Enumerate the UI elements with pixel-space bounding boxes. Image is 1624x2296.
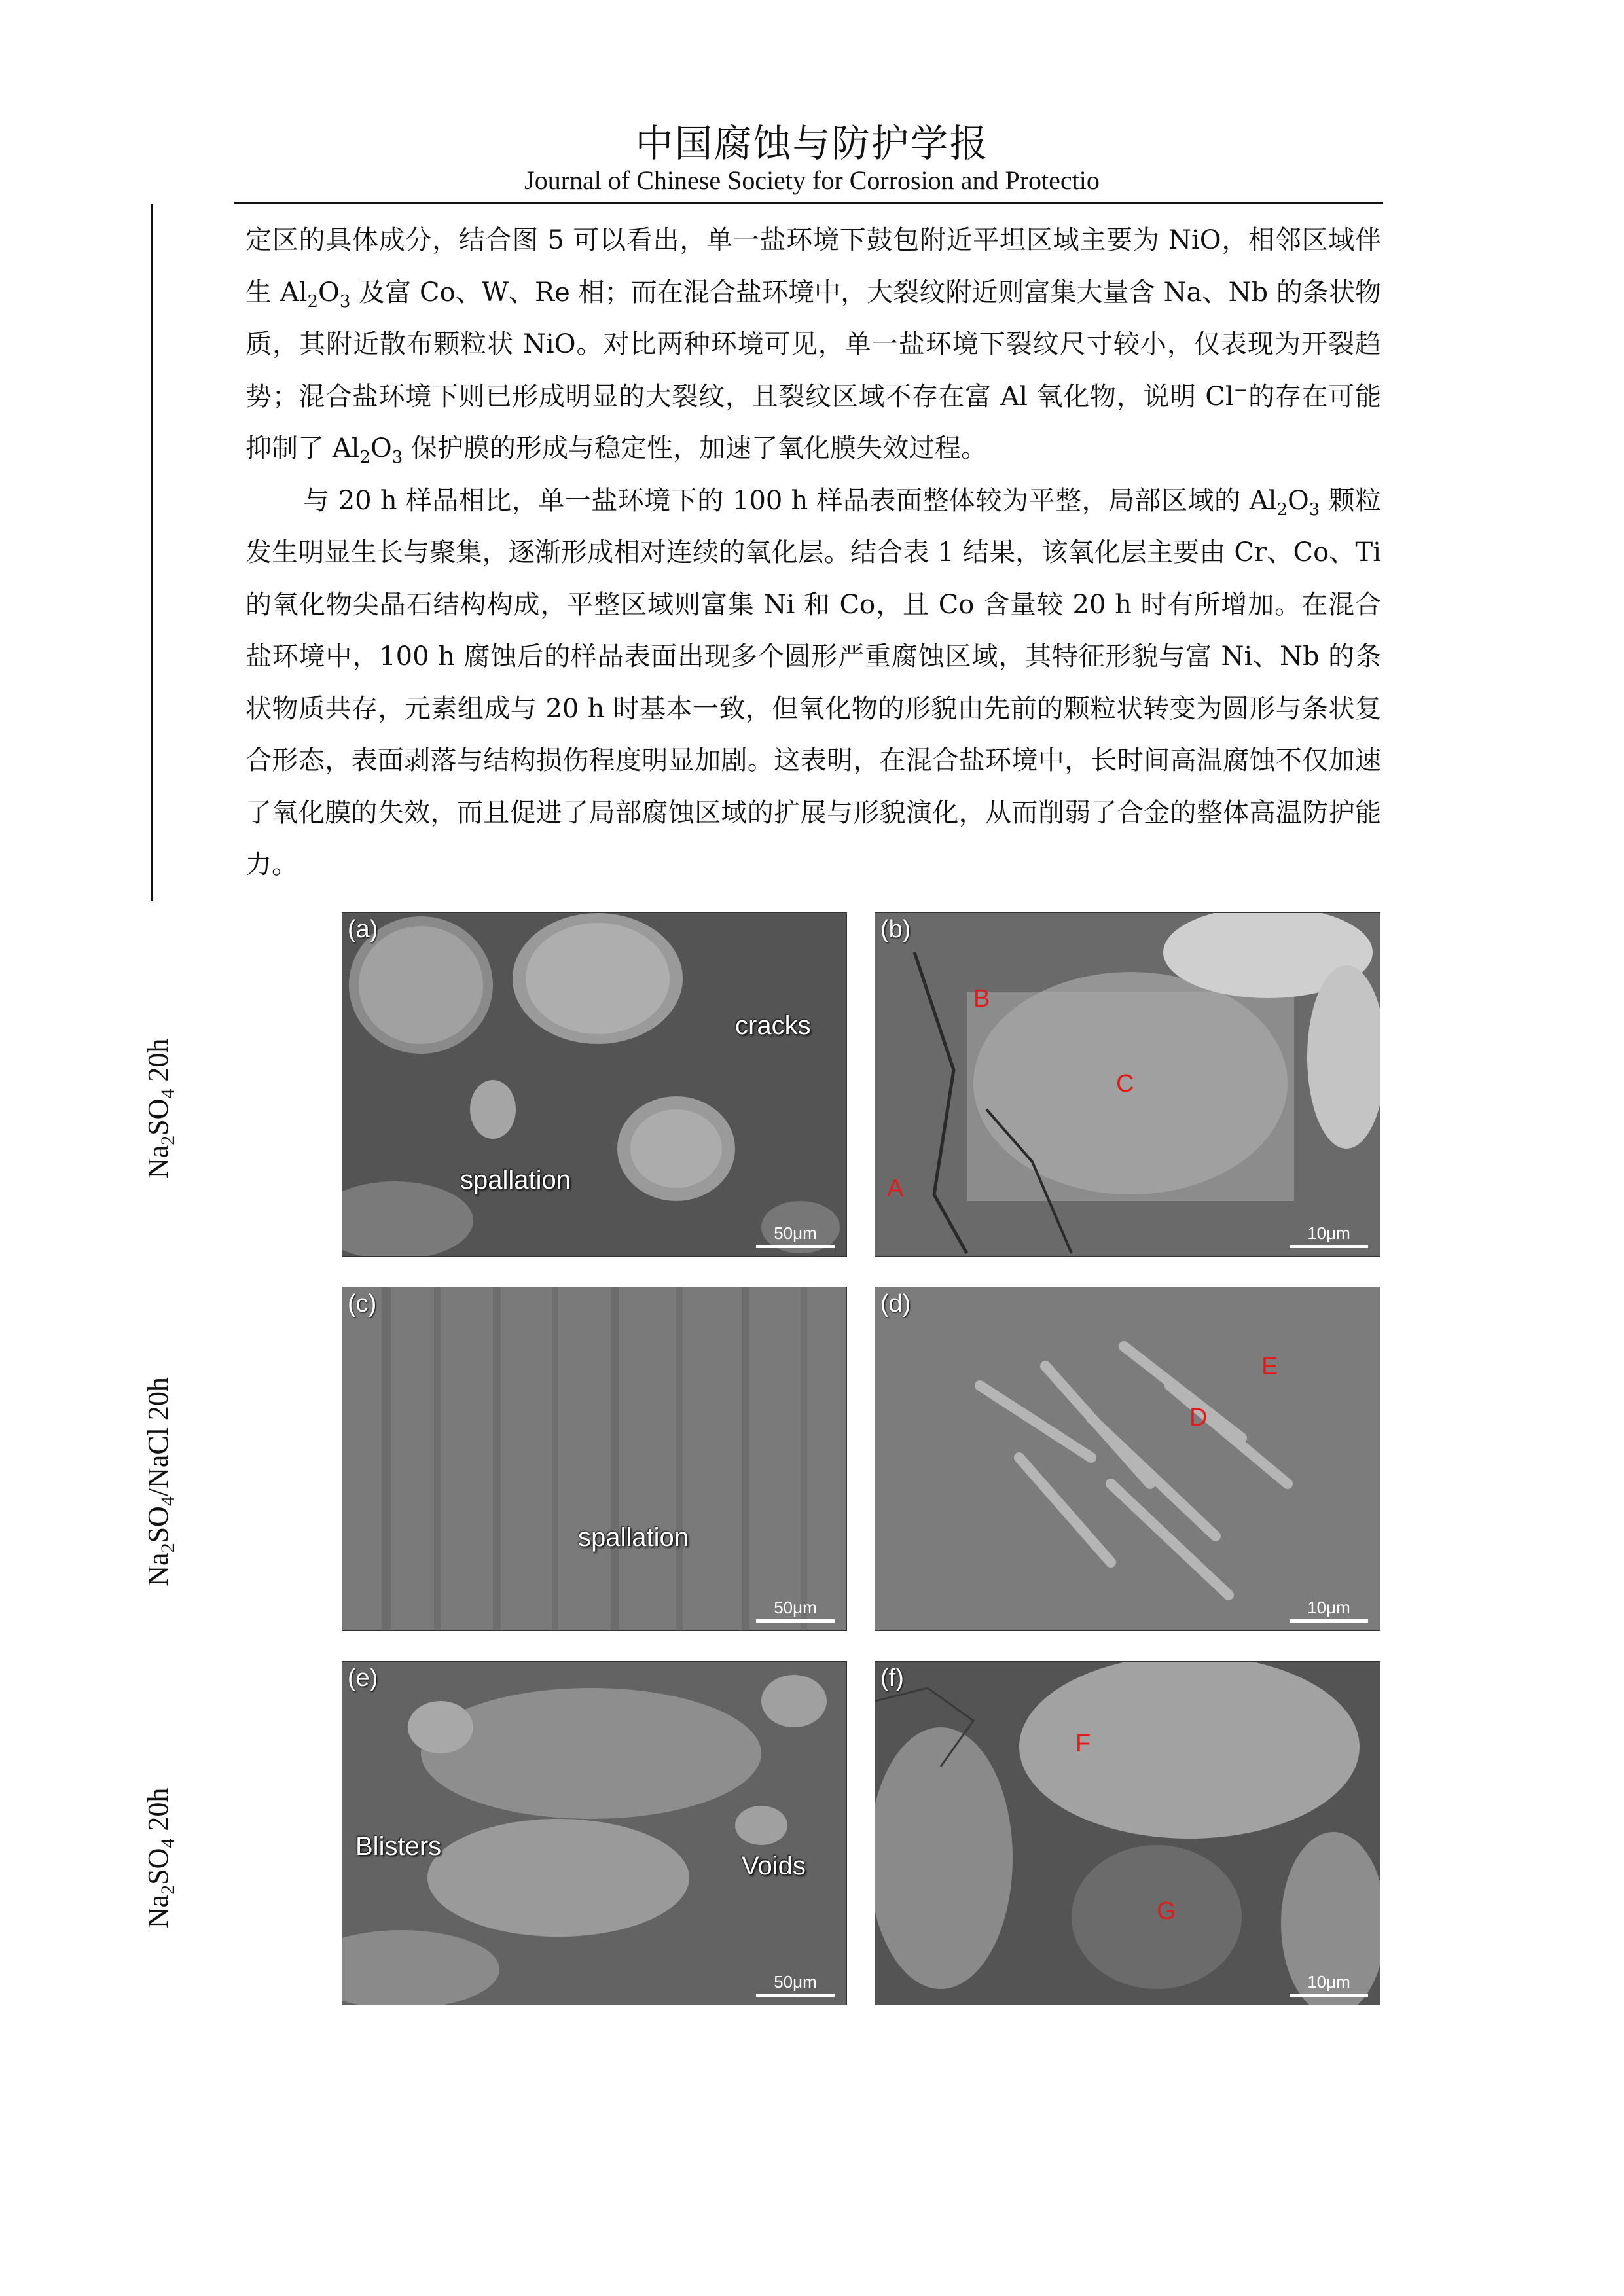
- row-label-3: $Na_2SO_4$ 20h: [142, 1787, 179, 1929]
- panel-d-tag: (d): [880, 1290, 911, 1318]
- marker-a: A: [887, 1175, 904, 1202]
- journal-title-en: Journal of Chinese Society for Corrosion and Protectio: [524, 166, 1100, 195]
- panel-c-scalebar: 50μm: [756, 1598, 835, 1623]
- panel-a-scalebar: 50μm: [756, 1223, 835, 1248]
- row-label-2: $Na_2SO_4$/NaCl 20h: [142, 1377, 179, 1587]
- body-text: [245, 215, 1381, 891]
- annotation-spallation-a: spallation: [460, 1166, 571, 1194]
- panel-b-tag: (b): [880, 916, 911, 943]
- panel-e: [342, 1661, 847, 2005]
- marker-c: C: [1116, 1070, 1134, 1098]
- paragraph-2: 与 20 h 样品相比，单一盐环境下的 100 h 样品表面整体较为平整，局部区域的 $Al_2O_3$ 颗粒发生明显生长与聚集，逐渐形成相对连续的氧化层。结合表 1 结果，该氧化层主要由 Cr、Co、Ti 的氧化物尖晶石结构构成，平整区域则富集 Ni 和 Co，且 Co 含量较 20 h 时有所增加。在混合盐环境中，100 h 腐蚀后的样品表面出现多个圆形严重腐蚀区域，其特征形貌与富 Ni、Nb 的条状物质共存，元素组成与 20 h 时基本一致，但氧化物的形貌由先前的颗粒状转变为圆形与条状复合形态，表面剥落与结构损伤程度明显加剧。这表明，在混合盐环境中，长时间高温腐蚀不仅加速了氧化膜的失效，而且促进了局部腐蚀区域的扩展与形貌演化，从而削弱了合金的整体高温防护能力。: [245, 485, 1382, 880]
- panel-e-scalebar: 50μm: [756, 1972, 835, 1997]
- panel-a: [342, 912, 847, 1257]
- panel-d-scalebar: 10μm: [1290, 1598, 1368, 1623]
- panel-a-texture: [342, 913, 846, 1256]
- paragraph-1: 定区的具体成分，结合图 5 可以看出，单一盐环境下鼓包附近平坦区域主要为 NiO，相邻区域伴生 $Al_2O_3$ 及富 Co、W、Re 相；而在混合盐环境中，大裂纹附近则富集大量含 Na、Nb 的条状物质，其附近散布颗粒状 NiO。对比两种环境可见，单一盐环境下裂纹尺寸较小，仅表现为开裂趋势；混合盐环境下则已形成明显的大裂纹，且裂纹区域不存在富 Al 氧化物，说明 Cl−的存在可能抑制了 $Al_2O_3$ 保护膜的形成与稳定性，加速了氧化膜失效过程。: [245, 225, 1381, 467]
- journal-title-cn: 中国腐蚀与防护学报: [635, 121, 989, 166]
- header-rule: [234, 202, 1383, 204]
- margin-rule: [151, 204, 153, 901]
- marker-b: B: [973, 985, 990, 1013]
- panel-c-tag: (c): [348, 1290, 377, 1318]
- panel-b-scalebar: 10μm: [1290, 1223, 1368, 1248]
- panel-d: [875, 1287, 1380, 1631]
- annotation-blisters: Blisters: [355, 1832, 442, 1861]
- panel-a-tag: (a): [348, 916, 378, 943]
- annotation-voids: Voids: [742, 1852, 806, 1880]
- panel-b: [875, 912, 1380, 1257]
- annotation-spallation-c: spallation: [578, 1523, 689, 1552]
- panel-f: [875, 1661, 1380, 2005]
- panel-c: [342, 1287, 847, 1631]
- row-label-1: $Na_2SO_4$ 20h: [142, 1038, 179, 1179]
- panel-f-tag: (f): [880, 1664, 904, 1692]
- marker-f: F: [1075, 1730, 1091, 1757]
- panel-e-tag: (e): [348, 1664, 378, 1692]
- panel-d-texture: [875, 1287, 1380, 1630]
- panel-f-scalebar: 10μm: [1290, 1972, 1368, 1997]
- marker-d: D: [1189, 1404, 1208, 1431]
- panel-c-texture: [342, 1287, 846, 1630]
- marker-e: E: [1261, 1353, 1278, 1380]
- panel-f-texture: [875, 1662, 1380, 2005]
- marker-g: G: [1157, 1897, 1176, 1925]
- annotation-cracks: cracks: [735, 1011, 811, 1040]
